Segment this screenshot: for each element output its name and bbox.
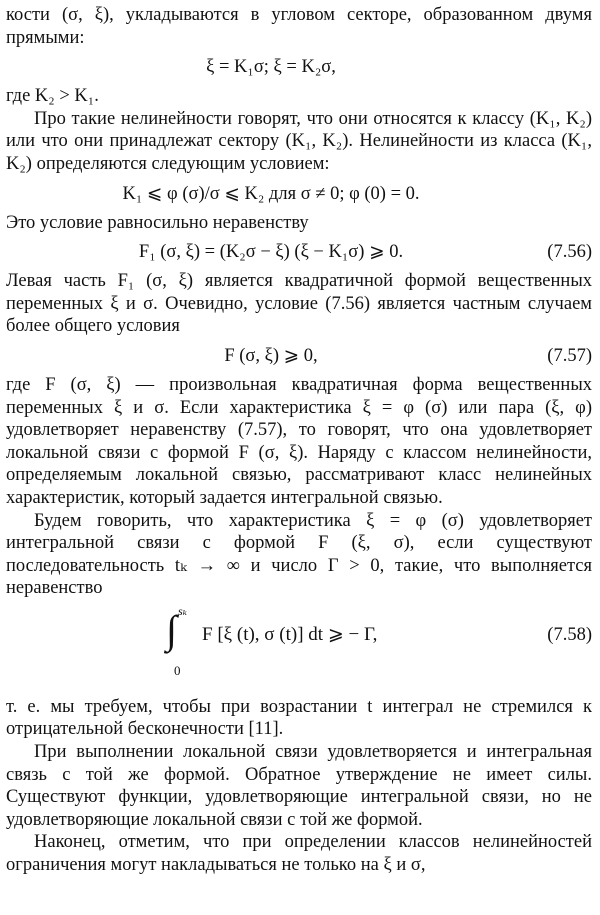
formula-7-56 [6,234,592,270]
text-line: где K₂ > K₁. [6,86,99,107]
equation-number: (7.56) [547,242,592,263]
text-paragraph-quadratic-form: Левая часть F₁ (σ, ξ) является квадратичной формой вещественных переменных ξ и σ. Очевидно, условие (7.56) является частным случаем более общего условия [6,271,592,337]
equation-number: (7.57) [547,345,592,366]
formula-sector-lines [6,49,592,85]
text-paragraph-integral-remark: т. е. мы требуем, чтобы при возрастании t интеграл не стремился к отрицательной бесконечности [11]. [6,696,592,740]
formula-7-57 [6,338,592,374]
text-paragraph-local-constraint: где F (σ, ξ) — произвольная квадратичная форма вещественных переменных ξ и σ. Если характеристика ξ = φ (σ) или пара (ξ, φ) удовлетворяет неравенству (7.57), то говорят, что она удовлетворяет локальной связи с формой F (σ, ξ). Наряду с классом нелинейности, определяемым локальной связью, рассматривают класс нелинейных характеристик, который задается интегральной связью. [6,374,592,508]
formula-expression: F₁ (σ, ξ) = (K₂σ − ξ) (ξ − K₁σ) ⩾ 0. [138,242,404,263]
formula-expression: K₁ ⩽ φ (σ)/σ ⩽ K₂ для σ ≠ 0; φ (0) = 0. [122,183,420,204]
integral-sign-icon: ∫ [166,606,177,652]
formula-expression: F [ξ (t), σ (t)] dt ⩾ − Γ, [202,623,378,645]
formula-expression: F (σ, ξ) ⩾ 0, [224,345,318,366]
text-line: Это условие равносильно неравенству [6,212,309,233]
formula-expression: ξ = K₁σ; ξ = K₂σ, [206,57,336,78]
text-paragraph-final: Наконец, отметим, что при определении классов нелинейностей ограничения могут накладываться не только на ξ и σ, [6,832,592,876]
equation-number: (7.58) [547,624,592,645]
text-paragraph-class-definition: Про такие нелинейности говорят, что они относятся к классу (K₁, K₂) или что они принадлежат сектору (K₁, K₂). Нелинейности из класса (K₁, K₂) определяются следующим условием: [6,108,592,174]
integral-upper-limit: sₖ [178,603,188,618]
text-paragraph-integral-constraint: Будем говорить, что характеристика ξ = φ (σ) удовлетворяет интегральной связи с формой F (ξ, σ), если существуют последовательность tₖ → ∞ и число Γ > 0, такие, что выполняется неравенство [6,510,592,599]
integral-lower-limit: 0 [174,662,181,678]
formula-7-58 [6,602,592,690]
text-paragraph-local-vs-integral: При выполнении локальной связи удовлетворяется и интегральная связь с той же формой. Обратное утверждение не имеет силы. Существуют функции, удовлетворяющие интегральной связи, но не удовлетворяющие локальной связи с той же формой. [6,742,592,830]
formula-class-condition [6,176,592,212]
text-paragraph-intro: кости (σ, ξ), укладываются в угловом секторе, образованном двумя прямыми: [6,5,592,48]
